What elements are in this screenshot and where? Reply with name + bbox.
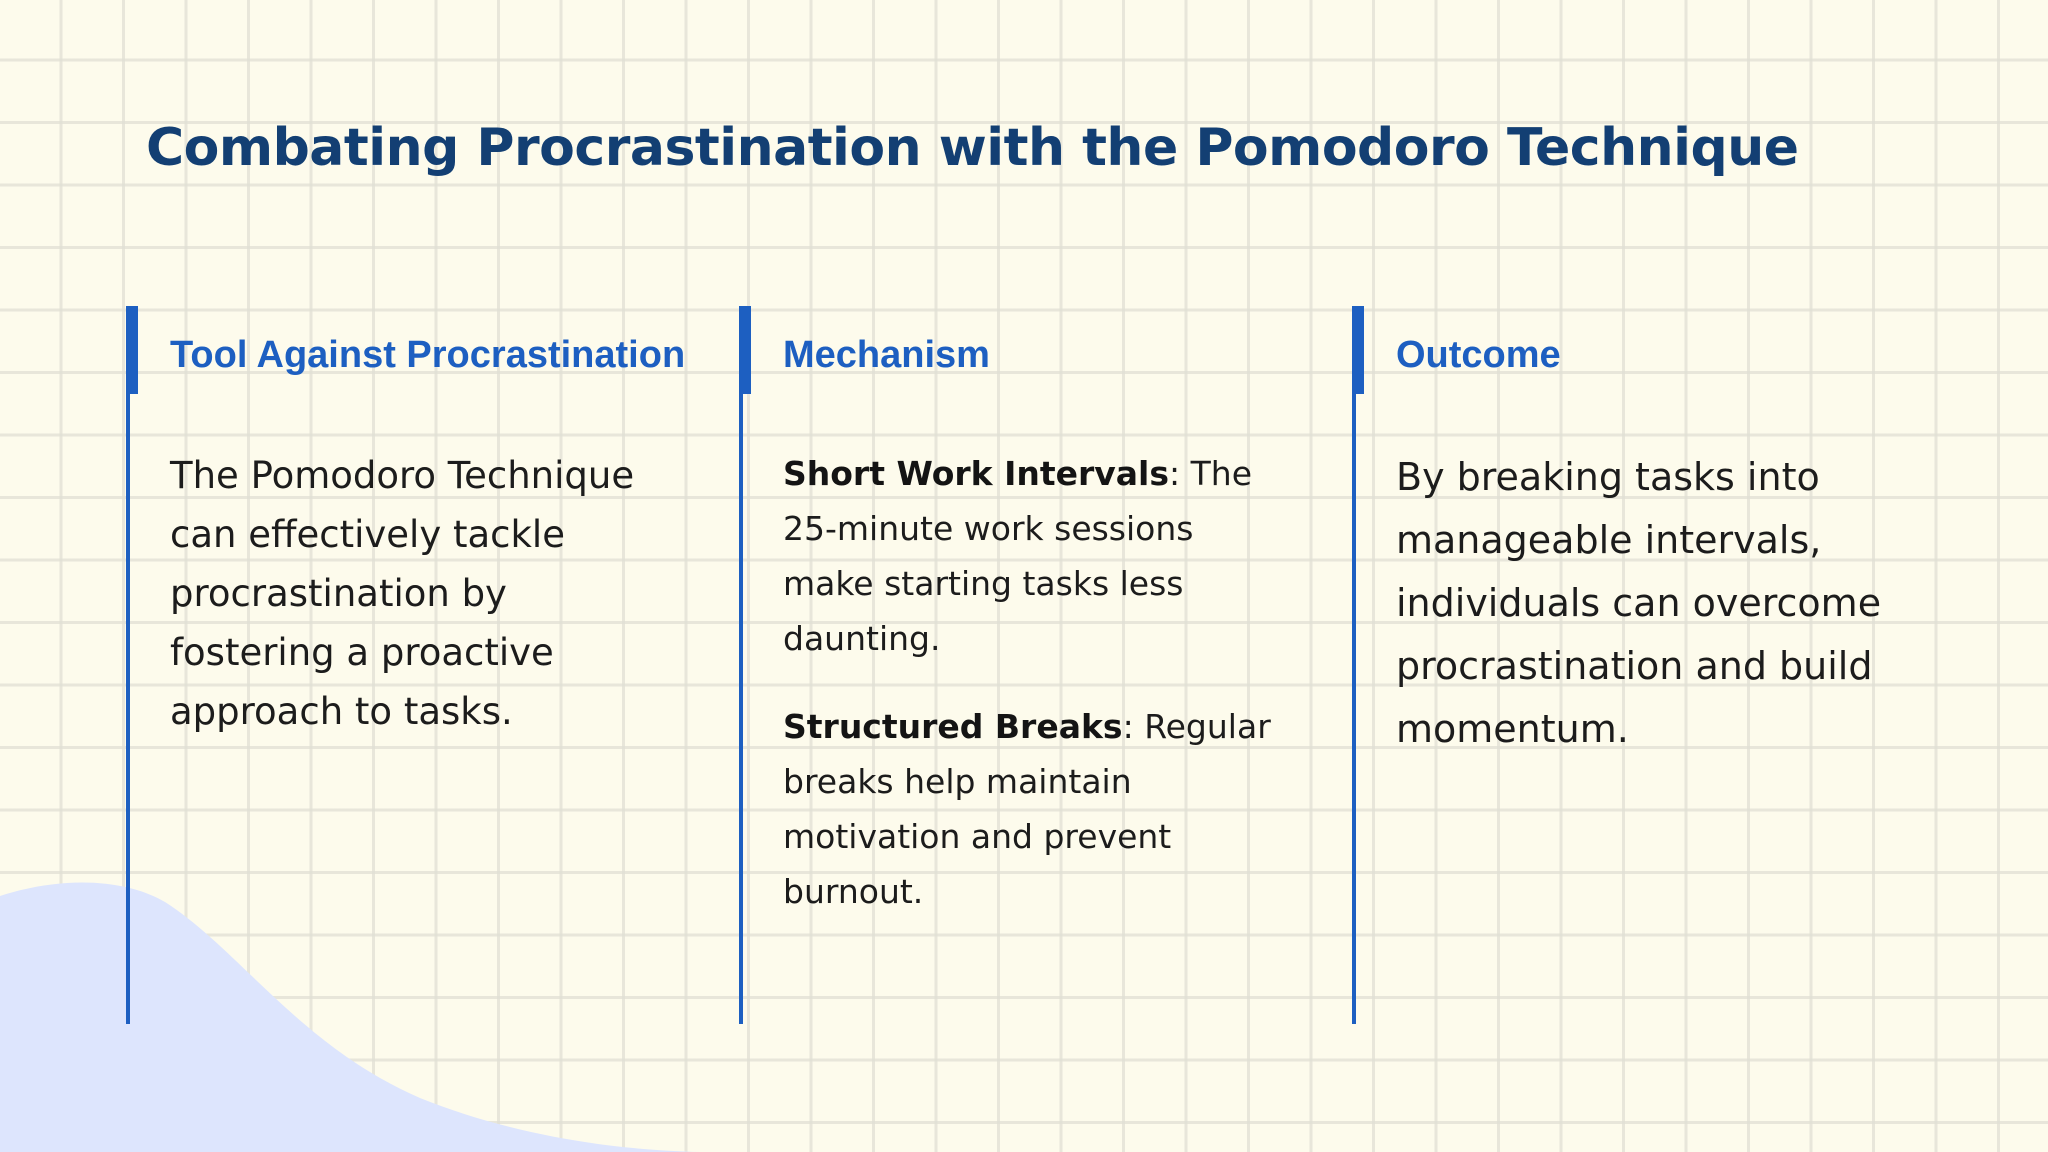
column-accent-tab: [1352, 306, 1364, 394]
column-divider-line: [126, 306, 130, 1024]
mechanism-term: Structured Breaks: [783, 707, 1123, 746]
mechanism-separator: :: [1122, 707, 1145, 746]
column-divider-line: [739, 306, 743, 1024]
column-mechanism: [739, 306, 1299, 1024]
column-body-text: By breaking tasks into manageable intervals, individuals can overcome procrastination and build momentum.: [1396, 455, 1882, 751]
column-heading: Outcome: [1396, 334, 1561, 376]
slide-title: Combating Procrastination with the Pomodoro Technique: [146, 118, 1799, 178]
mechanism-item: [783, 699, 1293, 919]
column-heading: Tool Against Procrastination: [170, 334, 686, 376]
column-tool-against-procrastination: [126, 306, 686, 1024]
column-divider-line: [1352, 306, 1356, 1024]
column-accent-tab: [126, 306, 138, 394]
mechanism-term: Short Work Intervals: [783, 454, 1170, 493]
mechanism-item: [783, 446, 1293, 666]
column-accent-tab: [739, 306, 751, 394]
column-heading: Mechanism: [783, 334, 990, 376]
mechanism-description: Regular breaks help maintain motivation and prevent burnout.: [783, 707, 1271, 911]
mechanism-separator: :: [1169, 454, 1191, 493]
mechanism-description: The 25-minute work sessions make starting tasks less daunting.: [783, 454, 1253, 658]
column-outcome: [1352, 306, 1912, 1024]
column-body-text: The Pomodoro Technique can effectively tackle procrastination by fostering a proactive approach to tasks.: [170, 454, 635, 733]
